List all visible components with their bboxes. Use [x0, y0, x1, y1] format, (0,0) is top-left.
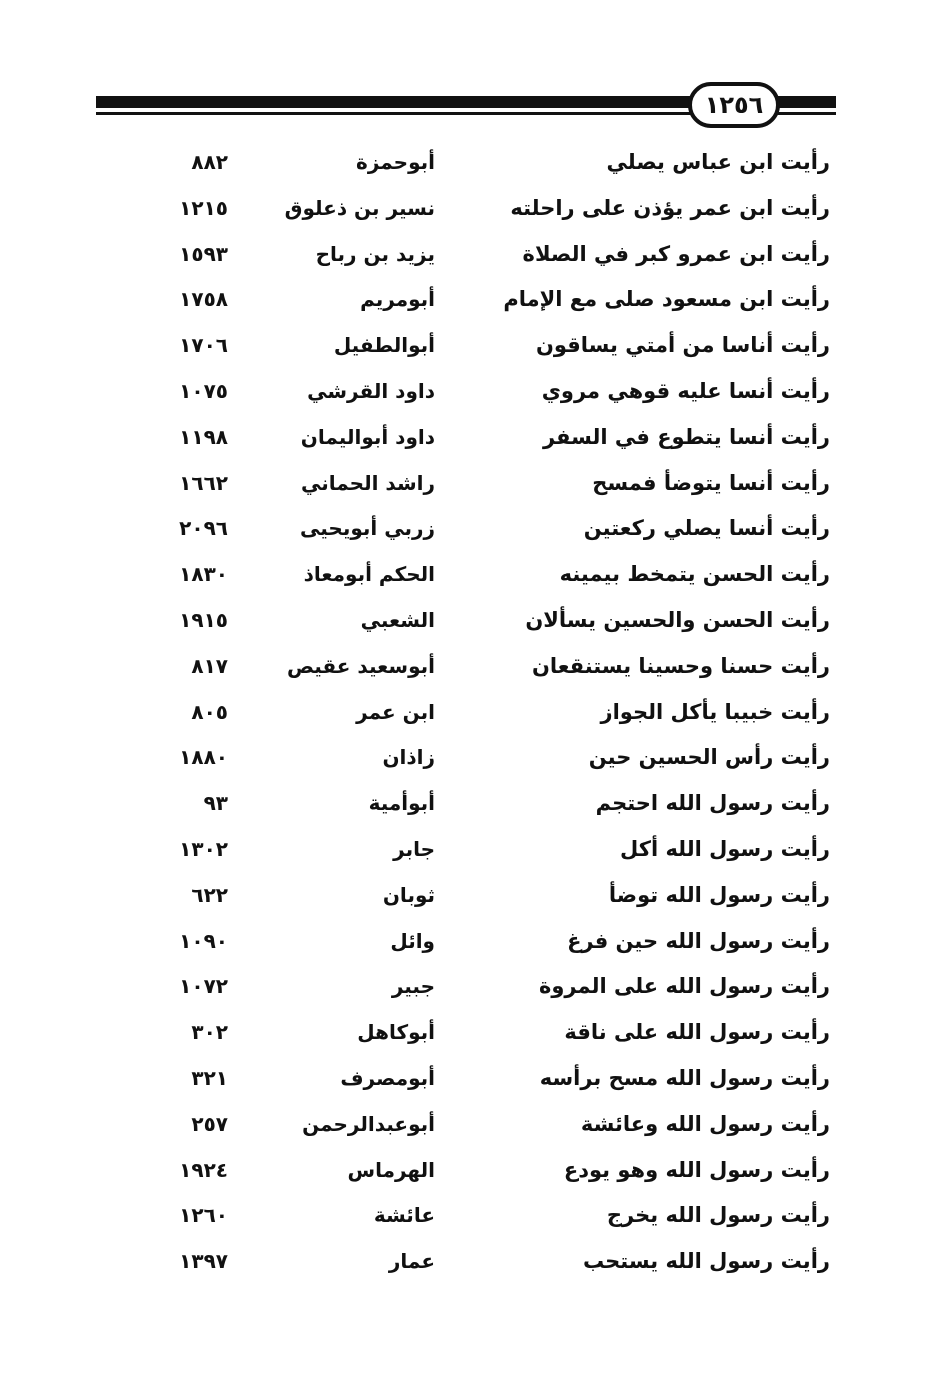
- hadith-opening-text: رأيت رسول الله يستحب: [582, 1249, 830, 1274]
- narrator-name: الشعبي: [360, 607, 435, 632]
- narrator-name: ابن عمر: [356, 699, 435, 724]
- hadith-number: ١٠٧٢: [179, 974, 228, 999]
- hadith-number: ١٨٣٠: [179, 562, 228, 587]
- narrator-name: داود القرشي: [307, 378, 435, 403]
- hadith-opening-text: رأيت ابن عمرو كبر في الصلاة: [522, 241, 830, 266]
- narrator-name: زاذان: [382, 745, 435, 770]
- hadith-opening-text: رأيت ابن عباس يصلي: [606, 150, 830, 174]
- index-row: [100, 781, 840, 827]
- page-number-label: ١٢٥٦: [704, 91, 764, 119]
- narrator-name: أبوالطفيل: [333, 333, 435, 358]
- hadith-opening-text: رأيت رسول الله يخرج: [606, 1203, 830, 1228]
- hadith-opening-text: رأيت أنسا عليه قوهي مروي: [541, 378, 830, 403]
- hadith-opening-text: رأيت رأس الحسين حين: [588, 745, 830, 770]
- index-row: [100, 232, 840, 278]
- narrator-name: جابر: [393, 836, 435, 861]
- narrator-name: أبوكاهل: [357, 1020, 435, 1045]
- hadith-number: ١٦٦٢: [179, 470, 228, 495]
- index-row: [100, 323, 840, 369]
- hadith-number: ١٣٠٢: [179, 836, 228, 861]
- hadith-number: ٦٢٢: [191, 882, 228, 907]
- index-row: [100, 919, 840, 965]
- hadith-number: ١٠٧٥: [179, 378, 228, 403]
- hadith-opening-text: رأيت رسول الله توضأ: [608, 882, 830, 907]
- hadith-opening-text: رأيت رسول الله حين فرغ: [567, 928, 830, 953]
- index-row: [100, 1193, 840, 1239]
- hadith-number: ١٠٩٠: [179, 928, 228, 953]
- hadith-number: ٨٠٥: [191, 699, 228, 724]
- narrator-name: أبومريم: [360, 287, 435, 312]
- hadith-number: ٣٢١: [191, 1065, 228, 1090]
- index-row: [100, 277, 840, 323]
- narrator-name: وائل: [390, 928, 435, 953]
- narrator-name: راشد الحماني: [301, 470, 435, 495]
- hadith-number: ٩٣: [203, 791, 228, 816]
- narrator-name: أبوسعيد عقيص: [286, 653, 435, 678]
- hadith-number: ٢٠٩٦: [179, 516, 228, 541]
- narrator-name: عائشة: [373, 1203, 435, 1228]
- hadith-opening-text: رأيت رسول الله أكل: [619, 836, 830, 861]
- narrator-name: الحكم أبومعاذ: [303, 562, 435, 587]
- index-row: [100, 690, 840, 736]
- index-row: [100, 598, 840, 644]
- hadith-opening-text: رأيت الحسن يتمخط بيمينه: [559, 562, 830, 587]
- hadith-number: ١٥٩٣: [179, 241, 228, 266]
- narrator-name: ثوبان: [382, 882, 435, 907]
- narrator-name: يزيد بن رباح: [315, 241, 435, 266]
- hadith-opening-text: رأيت رسول الله وعائشة: [580, 1111, 830, 1136]
- index-row: [100, 964, 840, 1010]
- hadith-opening-text: رأيت حسنا وحسينا يستنقعان: [531, 653, 830, 678]
- narrator-name: جبير: [391, 974, 435, 999]
- hadith-opening-text: رأيت رسول الله على المروة: [538, 974, 830, 999]
- index-row: [100, 827, 840, 873]
- index-row: [100, 186, 840, 232]
- index-row: [100, 461, 840, 507]
- hadith-number: ١٧٥٨: [179, 287, 228, 312]
- hadith-number: ١٢١٥: [179, 195, 228, 220]
- hadith-number: ١٣٩٧: [179, 1249, 228, 1274]
- index-row: [100, 735, 840, 781]
- page-number: [688, 82, 780, 128]
- index-row: [100, 552, 840, 598]
- index-row: [100, 1102, 840, 1148]
- hadith-number: ١١٩٨: [179, 424, 228, 449]
- hadith-number: ١٨٨٠: [179, 745, 228, 770]
- hadith-opening-text: رأيت أنسا يتوضأ فمسح: [592, 470, 830, 495]
- hadith-number: ٨٨٢: [191, 150, 228, 174]
- hadith-opening-text: رأيت أنسا يصلي ركعتين: [583, 516, 830, 541]
- narrator-name: عمار: [388, 1249, 435, 1274]
- narrator-name: الهرماس: [347, 1157, 435, 1182]
- index-row: [100, 506, 840, 552]
- hadith-opening-text: رأيت الحسن والحسين يسألان: [525, 607, 830, 632]
- hadith-opening-text: رأيت رسول الله مسح برأسه: [539, 1065, 830, 1090]
- narrator-name: نسير بن ذعلوق: [284, 195, 435, 220]
- hadith-opening-text: رأيت ابن عمر يؤذن على راحلته: [510, 195, 830, 220]
- hadith-opening-text: رأيت ابن مسعود صلى مع الإمام: [503, 287, 830, 312]
- index-row: [100, 1056, 840, 1102]
- index-row: [100, 873, 840, 919]
- hadith-opening-text: رأيت رسول الله احتجم: [595, 791, 830, 816]
- hadith-index-list: [100, 140, 840, 1285]
- hadith-number: ١٩١٥: [179, 607, 228, 632]
- narrator-name: أبوحمزة: [356, 150, 435, 174]
- hadith-number: ١٩٢٤: [179, 1157, 228, 1182]
- index-row: [100, 369, 840, 415]
- index-row: [100, 415, 840, 461]
- narrator-name: أبومصرف: [340, 1065, 435, 1090]
- index-row: [100, 1148, 840, 1194]
- narrator-name: زربي أبويحيى: [300, 516, 435, 541]
- hadith-opening-text: رأيت أناسا من أمتي يساقون: [535, 333, 830, 358]
- index-row: [100, 644, 840, 690]
- hadith-opening-text: رأيت أنسا يتطوع في السفر: [542, 424, 830, 449]
- hadith-number: ١٧٠٦: [179, 333, 228, 358]
- index-row: [100, 1239, 840, 1285]
- hadith-opening-text: رأيت رسول الله وهو يودع: [563, 1157, 830, 1182]
- hadith-number: ٨١٧: [191, 653, 228, 678]
- hadith-number: ١٢٦٠: [179, 1203, 228, 1228]
- hadith-number: ٣٠٢: [191, 1020, 228, 1045]
- narrator-name: داود أبواليمان: [300, 424, 435, 449]
- hadith-opening-text: رأيت رسول الله على ناقة: [564, 1020, 830, 1045]
- hadith-number: ٢٥٧: [191, 1111, 228, 1136]
- index-row: [100, 140, 840, 186]
- narrator-name: أبوأمية: [368, 791, 435, 816]
- narrator-name: أبوعبدالرحمن: [302, 1111, 435, 1136]
- hadith-opening-text: رأيت خبيبا يأكل الجواز: [600, 699, 830, 724]
- index-row: [100, 1010, 840, 1056]
